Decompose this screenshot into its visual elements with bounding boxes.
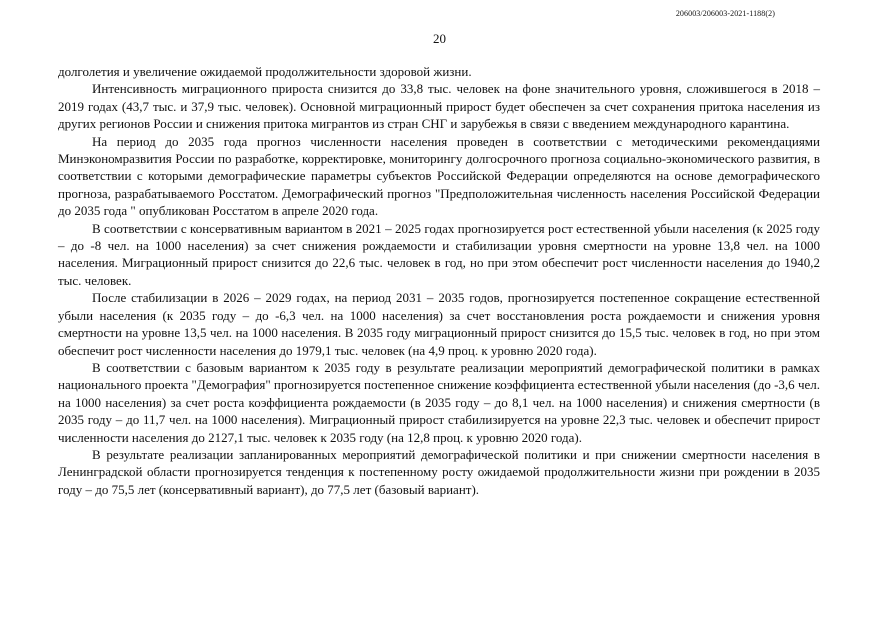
paragraph-conservative-2026-2035: После стабилизации в 2026 – 2029 годах, на период 2031 – 2035 годов, прогнозируется постепенное сокращение естественной убыли населения (к 2035 году – до -6,3 чел. на 1000 населения) за счет восстановления роста рождаемости и снижения уровня смертности на уровне 13,5 чел. на 1000 населения. В 2035 году миграционный прирост снизится до 15,5 тыс. человек в год, но при этом обеспечит рост численности населения до 1979,1 тыс. человек (на 4,9 проц. к уровню 2020 года). [58, 290, 820, 358]
paragraph-migration: Интенсивность миграционного прироста снизится до 33,8 тыс. человек на фоне значительного уровня, сложившегося в 2018 – 2019 годах (43,7 тыс. и 37,9 тыс. человек). Основной миграционный прирост будет обеспечен за счет сохранения притока населения из других регионов России и снижения притока мигрантов из стран СНГ и зарубежья в связи с введением международного карантина. [58, 81, 820, 132]
page-number: 20 [433, 31, 446, 46]
paragraph-base-variant: В соответствии с базовым вариантом к 2035 году в результате реализации мероприятий демографической политики в рамках национального проекта "Демография" прогнозируется постепенное снижение коэффициента естественной убыли населения (до -3,6 чел. на 1000 населения) за счет роста коэффициента рождаемости (в 2035 году – до 8,1 чел. на 1000 населения) и снижения смертности (в 2035 году – до 11,7 чел. на 1000 населения). Миграционный прирост стабилизируется на уровне 22,3 тыс. человек и обеспечит прирост численности населения до 2127,1 тыс. человек к 2035 году (на 12,8 проц. к уровню 2020 года). [58, 359, 820, 445]
document-id: 206003/206003-2021-1188(2) [675, 9, 775, 18]
paragraph-continuation: долголетия и увеличение ожидаемой продолжительности здоровой жизни. [58, 64, 472, 79]
paragraph-life-expectancy: В результате реализации запланированных мероприятий демографической политики и при снижении смертности населения в Ленинградской области прогнозируется тенденция к постепенному росту ожидаемой продолжительности жизни при рождении в 2035 году – до 75,5 лет (консервативный вариант), до 77,5 лет (базовый вариант). [58, 446, 820, 497]
paragraph-forecast-methodology: На период до 2035 года прогноз численности населения проведен в соответствии с методическими рекомендациями Минэкономразвития России по разработке, корректировке, мониторингу долгосрочного прогноза социально-экономического развития, в соответствии с которыми демографические параметры субъектов Российской Федерации определяются на основе демографического прогноза, разрабатываемого Росстатом. Демографический прогноз "Предположительная численность населения Российской Федерации до 2035 года " опубликован Росстатом в апреле 2020 года. [58, 133, 820, 219]
body-text [58, 63, 820, 498]
paragraph-conservative-2021-2025: В соответствии с консервативным вариантом в 2021 – 2025 годах прогнозируется рост естественной убыли населения (к 2025 году – до -8 чел. на 1000 населения) за счет снижения рождаемости и стабилизации уровня смертности на уровне 13,8 чел. на 1000 населения. Миграционный прирост снизится до 22,6 тыс. человек в год, но при этом обеспечит рост численности населения до 1940,2 тыс. человек. [58, 220, 820, 288]
